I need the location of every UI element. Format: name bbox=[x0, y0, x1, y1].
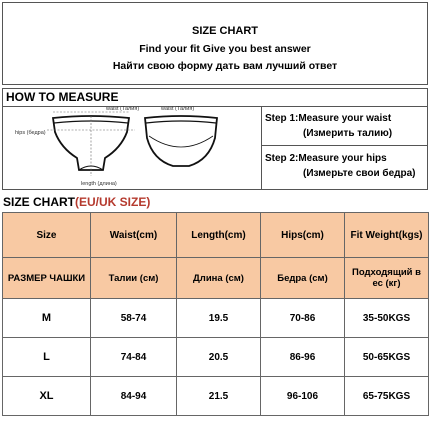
header-cell: Length(cm) bbox=[177, 213, 261, 258]
how-to-measure-section bbox=[2, 88, 428, 190]
waist-label: waist (Талия) bbox=[106, 106, 140, 112]
chart-title: SIZE CHART bbox=[192, 25, 258, 37]
size-chart-title bbox=[3, 195, 150, 209]
size-chart-title-accent: (EU/UK SIZE) bbox=[75, 195, 151, 209]
length-label: length (длина) bbox=[81, 181, 117, 187]
weight-cell: 65-75KGS bbox=[345, 377, 429, 416]
step1-text-ru: (Измерить талию) bbox=[303, 128, 393, 139]
size-cell: M bbox=[3, 299, 91, 338]
hips-label: hips (бедра) bbox=[15, 130, 46, 136]
how-to-measure-title: HOW TO MEASURE bbox=[6, 90, 119, 104]
subtitle-en: Find your fit Give you best answer bbox=[139, 43, 311, 55]
hips-cell: 70-86 bbox=[261, 299, 345, 338]
step2-text-ru: (Измерьте свои бедра) bbox=[303, 168, 416, 179]
step2-text: Step 2:Measure your hips bbox=[265, 153, 387, 164]
header-cell: Fit Weight(kgs) bbox=[345, 213, 429, 258]
brief-back-icon bbox=[145, 116, 217, 166]
size-cell: XL bbox=[3, 377, 91, 416]
header-cell-ru: Бедра (см) bbox=[261, 258, 345, 299]
length-cell: 20.5 bbox=[177, 338, 261, 377]
weight-cell: 50-65KGS bbox=[345, 338, 429, 377]
hips-cell: 96-106 bbox=[261, 377, 345, 416]
waist-cell: 58-74 bbox=[91, 299, 177, 338]
size-cell: L bbox=[3, 338, 91, 377]
waist-label-back: waist (Талия) bbox=[161, 106, 195, 112]
header-cell: Hips(cm) bbox=[261, 213, 345, 258]
waist-cell: 84-94 bbox=[91, 377, 177, 416]
hips-cell: 86-96 bbox=[261, 338, 345, 377]
table-header-row bbox=[3, 213, 429, 258]
size-table-container bbox=[2, 212, 428, 416]
brief-front-icon bbox=[47, 112, 135, 176]
header-cell-ru: РАЗМЕР ЧАШКИ bbox=[3, 258, 91, 299]
header-cell-ru: Талии (см) bbox=[91, 258, 177, 299]
step1-text: Step 1:Measure your waist bbox=[265, 113, 392, 124]
step-divider bbox=[261, 145, 427, 146]
header-cell: Size bbox=[3, 213, 91, 258]
header-cell-ru: Подходящий в ес (кг) bbox=[345, 258, 429, 299]
header-box bbox=[2, 2, 428, 85]
header-cell: Waist(cm) bbox=[91, 213, 177, 258]
table-row bbox=[3, 377, 429, 416]
column-divider bbox=[261, 106, 262, 189]
size-table bbox=[2, 212, 429, 416]
table-header-row-ru bbox=[3, 258, 429, 299]
header-cell-ru: Длина (см) bbox=[177, 258, 261, 299]
table-row bbox=[3, 338, 429, 377]
size-chart-title-prefix: SIZE CHART bbox=[3, 195, 75, 209]
weight-cell: 35-50KGS bbox=[345, 299, 429, 338]
waist-cell: 74-84 bbox=[91, 338, 177, 377]
subtitle-ru: Найти свою форму дать вам лучший ответ bbox=[112, 60, 338, 72]
table-row bbox=[3, 299, 429, 338]
measurement-diagram bbox=[3, 106, 261, 191]
length-cell: 21.5 bbox=[177, 377, 261, 416]
length-cell: 19.5 bbox=[177, 299, 261, 338]
